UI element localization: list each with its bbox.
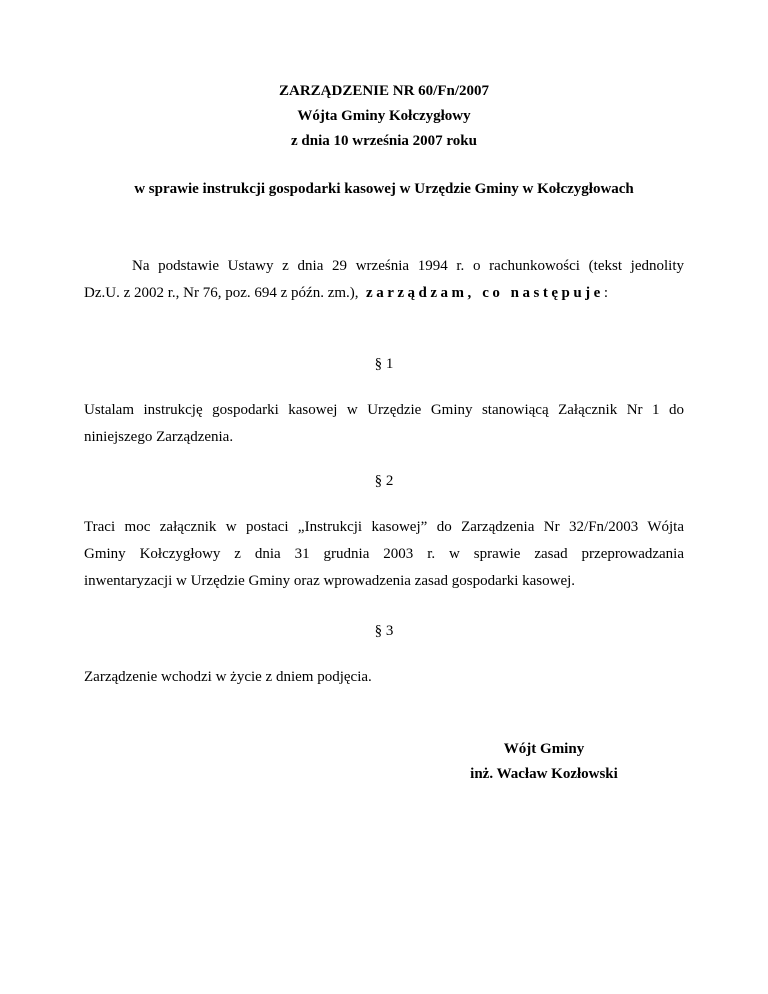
preamble-colon: : [603,285,608,301]
section-2-paragraph [84,514,684,595]
signature-title: Wójt Gminy [503,741,585,757]
section-2-line-3: inwentaryzacji w Urzędzie Gminy oraz wprowadzenia zasad gospodarki kasowej. [84,573,576,589]
section-1-line-2: niniejszego Zarządzenia. [84,429,234,445]
preamble-paragraph [84,253,684,307]
document-date: z dnia 10 września 2007 roku [291,133,477,149]
section-2-line-1: Traci moc załącznik w postaci „Instrukcji kasowej” do Zarządzenia Nr 32/Fn/2003 Wójta [84,519,684,535]
document-subject: w sprawie instrukcji gospodarki kasowej w Urzędzie Gminy w Kołczygłowach [134,181,634,197]
section-1-symbol: § 1 [374,356,394,372]
preamble-line-1: Na podstawie Ustawy z dnia 29 września 1994 r. o rachunkowości (tekst jednolity [132,258,684,274]
preamble-line-2 [84,280,684,307]
section-1-line-1: Ustalam instrukcję gospodarki kasowej w Urzędzie Gminy stanowiącą Załącznik Nr 1 do [84,402,684,418]
preamble-legal-basis: Dz.U. z 2002 r., Nr 76, poz. 694 z późn. zm.), [84,285,359,301]
document-title: ZARZĄDZENIE NR 60/Fn/2007 [278,83,490,99]
signature-name: inż. Wacław Kozłowski [470,766,618,782]
preamble-emphasis-1: zarządzam, [366,285,475,301]
section-3-paragraph [84,664,684,691]
document-issuer: Wójta Gminy Kołczygłowy [297,108,471,124]
section-1-paragraph [84,397,684,451]
section-2-line-2: Gminy Kołczygłowy z dnia 31 grudnia 2003 r. w sprawie zasad przeprowadzania [84,546,684,562]
section-3-symbol: § 3 [374,623,394,639]
preamble-emphasis-2: co następuje [482,285,604,301]
section-3-line-1: Zarządzenie wchodzi w życie z dniem podjęcia. [84,669,372,685]
section-2-symbol: § 2 [374,473,394,489]
